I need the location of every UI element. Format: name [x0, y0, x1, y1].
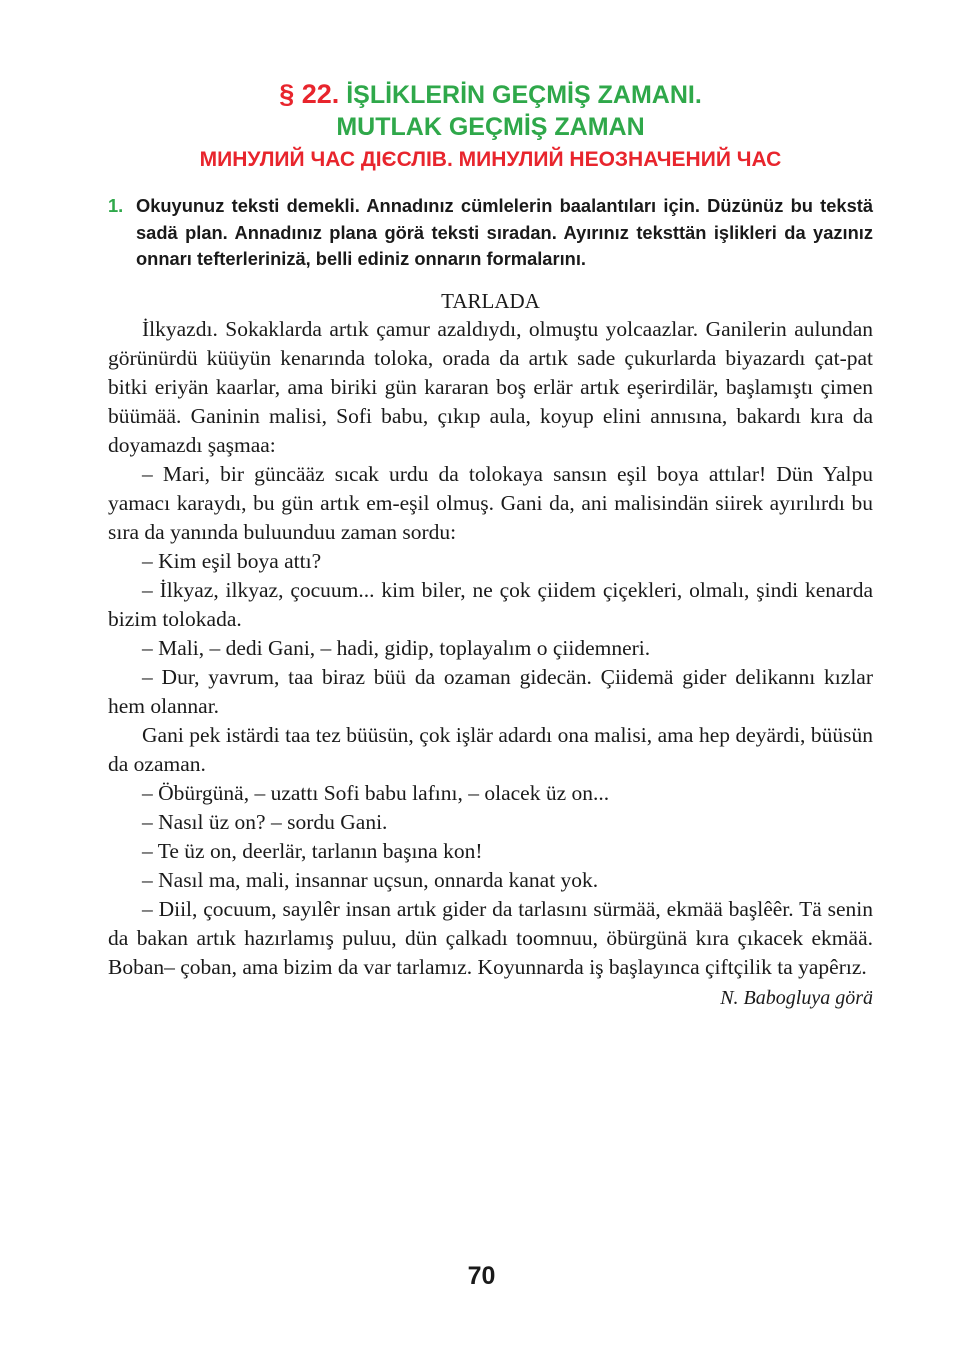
story-author: N. Babogluya görä: [720, 986, 873, 1009]
story-paragraph: Gani pek istärdi taa tez büüsün, çok işlär adardı ona malisi, ama hep deyärdi, büüsün da ozaman.: [108, 722, 873, 776]
story-paragraph: – Nasıl ma, mali, insannar uçsun, onnarda kanat yok.: [142, 867, 599, 892]
story-title: TARLADA: [441, 288, 540, 313]
heading-title: İŞLİKLERİN GEÇMİŞ ZAMANI.: [346, 81, 702, 109]
story-paragraph: – Dur, yavrum, taa biraz büü da ozaman gidecän. Çiidemä gider delikannı kızlar hem olannar.: [108, 664, 873, 718]
heading-line-3-ukrainian: МИНУЛИЙ ЧАС ДІЄСЛІВ. МИНУЛИЙ НЕОЗНАЧЕНИЙ ЧАС: [199, 148, 782, 171]
story-paragraph: – Diil, çocuum, sayılêr insan artık gider da tarlasını sürmää, ekmää başlêêr. Tä senin da bakan artık hazırlamış puluu, dün çalkadı toomnuu, öbürgünä kıra çıkacek ekmää. Boban– çoban, ama bizim da var tarlamız. Koyunnarda iş başlayınca çiftçilik ta yapêrız.: [108, 896, 873, 979]
story-paragraph: – Nasıl üz on? – sordu Gani.: [142, 809, 388, 834]
story-paragraph: İlkyazdı. Sokaklarda artık çamur azaldıydı, olmuştu yolcaazlar. Ganilerin aulundan görünürdü küüyün kenarında toloka, orada da artık sade çukurlarda biyazardı çat-pat bitki eriyän kaarlar, ama biriki gün kararan boş erlär artık eşerirdilär, başlamıştı çimen büümää. Ganinin malisi, Sofi babu, çıkıp aula, koyup elini annısına, bakardı kıra da doyamazdı şaşmaa:: [108, 316, 873, 457]
task-number: 1.: [108, 195, 124, 216]
section-heading: [108, 78, 873, 175]
heading-line-1: [108, 78, 873, 111]
story-body: [108, 315, 873, 982]
story-paragraph: – Mali, – dedi Gani, – hadi, gidip, toplayalım o çiidemneri.: [142, 635, 651, 660]
story-paragraph: – Mari, bir güncääz sıcak urdu da tolokaya sansın eşil boya attılar! Dün Yalpu yamacı karaydı, bu gün artık em-eşil olmuş. Gani da, ani malisindän siirek ayırılırdı bu sıra da yanında buluunduu zaman sordu:: [108, 461, 873, 544]
heading-line-2: MUTLAK GEÇMİŞ ZAMAN: [336, 113, 645, 141]
story-paragraph: – Kim eşil boya attı?: [142, 548, 322, 573]
task-text: Okuyunuz teksti demekli. Annadınız cümlelerin baalantıları için. Düzünüz bu tekstä sadä plan. Annadınız plana görä teksti sıradan. Ayırınız teksttän işlikleri da yazınız onnarı tefterlerinizä, belli ediniz onnarın formalarını.: [136, 195, 873, 269]
task-instruction: [108, 193, 873, 273]
page-number: 70: [467, 1262, 496, 1290]
story-paragraph: – Te üz on, deerlär, tarlanın başına kon!: [142, 838, 483, 863]
textbook-page: [108, 78, 873, 1012]
story-paragraph: – Öbürgünä, – uzattı Sofi babu lafını, – olacek üz on...: [142, 780, 610, 805]
story-paragraph: – İlkyaz, ilkyaz, çocuum... kim biler, ne çok çiidem çiçekleri, olmalı, şindi kenarda bizim tolokada.: [108, 577, 873, 631]
section-number: § 22.: [279, 79, 340, 109]
